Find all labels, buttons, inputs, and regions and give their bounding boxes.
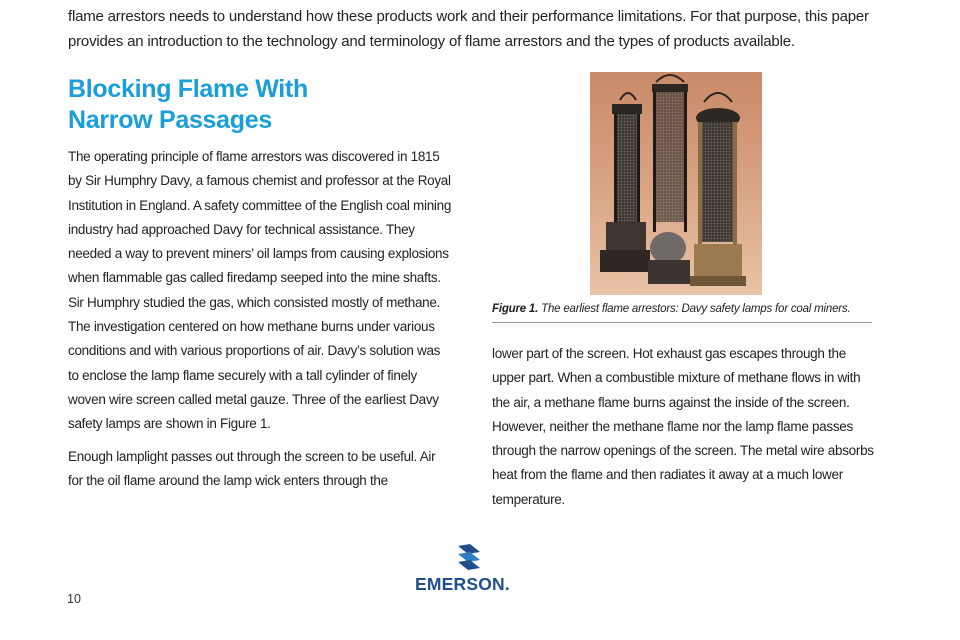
body-paragraph-3: lower part of the screen. Hot exhaust gas escapes through the upper part. When a combustible mixture of methane flows in with the air, a methane flame burns against the inside of the screen. However, neither the methane flame nor the lamp flame passes through the narrow openings of the screen. The metal wire absorbs heat from the flame and then radiates it away at a much lower temperature.: [492, 346, 874, 507]
figure-caption: [492, 300, 872, 323]
body-paragraph-1: The operating principle of flame arrestors was discovered in 1815 by Sir Humphry Davy, a famous chemist and professor at the Royal Institution in England. A safety committee of the English coal mining industry had approached Davy for technical assistance. They needed a way to prevent miners’ oil lamps from causing explosions when flammable gas called firedamp seeped into the mine shafts. Sir Humphry studied the gas, which consisted mostly of methane. The investigation centered on how methane burns under various conditions and with various proportions of air. Davy’s solution was to enclose the lamp flame securely with a tall cylinder of finely woven wire screen called metal gauze. Three of the earliest Davy safety lamps are shown in Figure 1.: [68, 149, 452, 432]
heading-line-2: Narrow Passages: [68, 106, 272, 134]
page-number: 10: [67, 592, 81, 606]
emerson-logo: [410, 544, 530, 594]
left-column: [68, 145, 453, 501]
right-column: [492, 342, 877, 512]
figure-label: Figure 1.: [492, 303, 539, 315]
davy-lamps-photo: [590, 72, 762, 295]
intro-paragraph: flame arrestors needs to understand how these products work and their performance limitations. For that purpose, this paper provides an introduction to the technology and terminology of flame arrestors and the types of products available.: [68, 8, 869, 50]
body-paragraph-2: Enough lamplight passes out through the screen to be useful. Air for the oil flame around the lamp wick enters through the: [68, 448, 436, 488]
section-heading: [68, 74, 398, 136]
heading-line-1: Blocking Flame With: [68, 75, 308, 103]
logo-wordmark: EMERSON.: [415, 574, 510, 594]
figure-caption-text: The earliest flame arrestors: Davy safety lamps for coal miners.: [541, 303, 851, 315]
